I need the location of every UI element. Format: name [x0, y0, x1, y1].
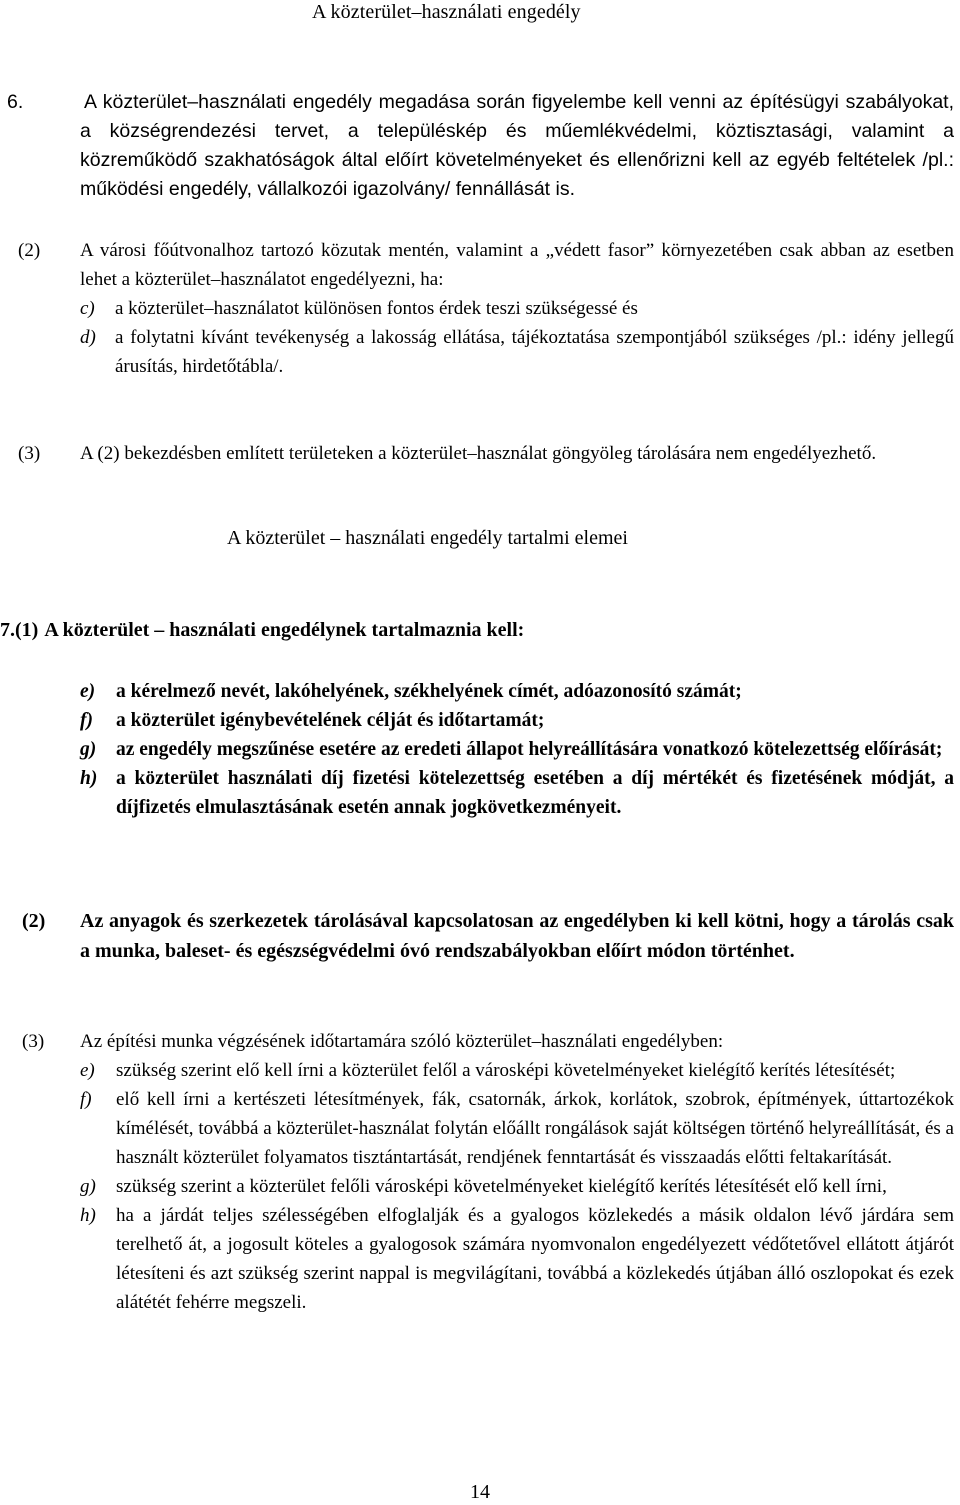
item-label: e) [80, 681, 96, 702]
paragraph-text: A közterület–használati engedély megadása során figyelembe kell venni az építésügyi szabályokat, a községrendezési tervet, a településkép és műemlékvédelmi, köztisztasági, valamint a közreműködő szakhatóságok által előírt követelményeket és ellenőrizni kell az egyéb feltételek /pl.: működési engedély, vállalkozói igazolvány/ fennállását is. [80, 91, 954, 200]
section-7-heading [0, 619, 524, 642]
paragraph-text: Az anyagok és szerkezetek tárolásával kapcsolatosan az engedélyben ki kell kötni, hogy a tárolás csak a munka, baleset- és egészségvédelmi óvó rendszabályokban előírt módon történhet. [80, 910, 954, 962]
item-text: a folytatni kívánt tevékenység a lakosság ellátása, tájékoztatása szempontjából szükséges /pl.: idény jellegű árusítás, hirdetőtábla/. [115, 327, 954, 377]
page-number: 14 [470, 1481, 490, 1503]
section-number: 7. [0, 619, 15, 641]
section-6-paragraph-2 [80, 236, 954, 381]
item-text: szükség szerint elő kell írni a közterület felől a városképi követelményeket kielégítő kerítés létesítését; [116, 1060, 896, 1081]
page-title: A közterület–használati engedély [312, 1, 581, 23]
item-text: a közterület használati díj fizetési kötelezettség esetében a díj mértékét és fizetésének módját, a díjfizetés elmulasztásának esetén annak jogkövetkezményeit. [116, 768, 954, 818]
section-number: 6. [7, 91, 24, 113]
item-label: g) [80, 1176, 96, 1197]
paragraph-number [30, 88, 77, 117]
item-label: f) [80, 1089, 92, 1110]
list-item [80, 1085, 954, 1172]
item-text: ha a járdát teljes szélességében elfoglalják és a gyalogos közlekedés a másik oldalon lévő járdára sem terelhető át, a jogosult köteles a gyalogosok számára nyomvonalon engedélyezett védőtetővel ellátott átjárót létesíteni és azt szükség szerint nappal is megvilágítani, továbbá a közlekedés útjában álló oszlopokat és ezek alátétét fehérre megszeli. [116, 1205, 954, 1313]
list-item [80, 294, 954, 323]
item-label: h) [80, 768, 98, 789]
paragraph-text: Az építési munka végzésének időtartamára szóló közterület–használati engedélyben: [80, 1031, 724, 1052]
list-item [80, 677, 954, 706]
list-item [80, 735, 954, 764]
paragraph-number: (2) [18, 240, 41, 261]
paragraph-number: (2) [22, 910, 46, 932]
paragraph-number: (3) [18, 443, 41, 464]
item-text: a közterület igénybevételének célját és időtartamát; [116, 710, 545, 731]
list-item [80, 764, 954, 822]
list-item [80, 706, 954, 735]
section-7-list [80, 677, 954, 822]
list-item [80, 1172, 954, 1201]
item-text: elő kell írni a kertészeti létesítmények, fák, csatornák, árkok, korlátok, szobrok, építmények, úttartozékok kímélését, továbbá a közterület-használat folytán előállt rongálások saját költségen történő helyreállítását, és a használt közterület folyamatos tisztántartását, rendjének fenntartását és visszaadás előtti feltakarítását. [116, 1089, 954, 1168]
paragraph-number: (3) [22, 1031, 45, 1052]
list-item [80, 1201, 954, 1317]
item-text: a közterület–használatot különösen fontos érdek teszi szükségessé és [115, 298, 638, 319]
item-label: d) [80, 327, 96, 348]
item-label: c) [80, 298, 95, 319]
item-label: f) [80, 710, 93, 731]
item-label: e) [80, 1060, 95, 1081]
item-label: g) [80, 739, 97, 760]
subheading: A közterület – használati engedély tartalmi elemei [227, 527, 628, 549]
section-7-paragraph-3 [80, 1027, 954, 1317]
section-6-paragraph-1 [7, 88, 954, 204]
item-text: szükség szerint a közterület felőli városképi követelményeket kielégítő kerítés létesítését elő kell írni, [116, 1176, 887, 1197]
paragraph-text: A (2) bekezdésben említett területeken a közterület–használat göngyöleg tárolására nem engedélyezhető. [80, 443, 877, 464]
heading-text: A közterület – használati engedélynek tartalmaznia kell: [44, 619, 525, 641]
list-item [80, 323, 954, 381]
item-text: a kérelmező nevét, lakóhelyének, székhelyének címét, adóazonosító számát; [116, 681, 742, 702]
paragraph-text: A városi főútvonalhoz tartozó közutak mentén, valamint a „védett fasor” környezetében csak abban az esetben lehet a közterület–használatot engedélyezni, ha: [80, 240, 954, 290]
item-text: az engedély megszűnése esetére az eredeti állapot helyreállítására vonatkozó kötelezettség előírását; [116, 739, 943, 760]
paragraph-number: (1) [15, 619, 39, 641]
item-label: h) [80, 1205, 96, 1226]
list-item [80, 1056, 954, 1085]
